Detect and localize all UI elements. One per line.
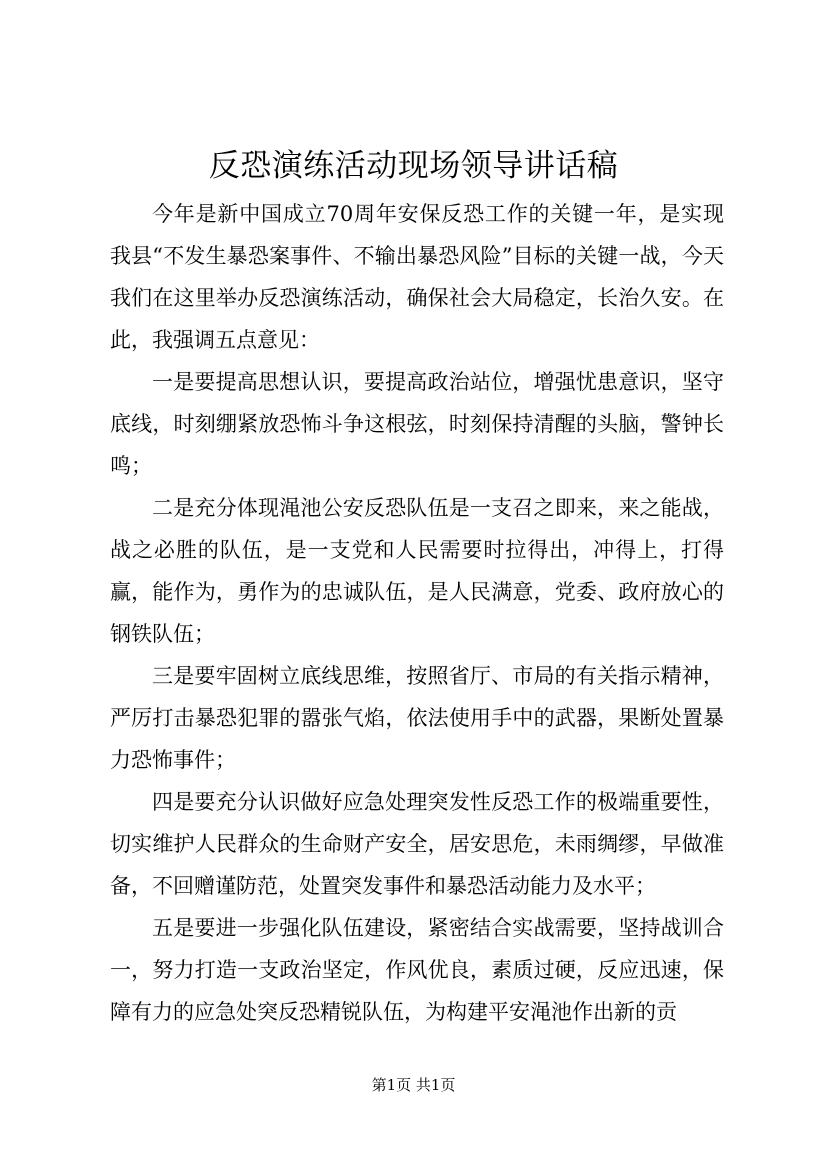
- paragraph-intro: 今年是新中国成立70周年安保反恐工作的关键一年，是实现我县“不发生暴恐案事件、不输出暴恐风险”目标的关键一战，今天我们在这里举办反恐演练活动，确保社会大局稳定，长治久安。在此，我强调五点意见：: [110, 202, 724, 352]
- paragraph-point-5: 五是要进一步强化队伍建设，紧密结合实战需要，坚持战训合一，努力打造一支政治坚定，作风优良，素质过硬，反应迅速，保障有力的应急处突反恐精锐队伍，为构建平安渑池作出新的贡: [110, 916, 724, 1024]
- paragraph-point-1: 一是要提高思想认识，要提高政治站位，增强忧患意识，坚守底线，时刻绷紧放恐怖斗争这根弦，时刻保持清醒的头脑，警钟长鸣；: [110, 370, 724, 478]
- document-body: [110, 193, 724, 1033]
- document-title: 反恐演练活动现场领导讲话稿: [208, 148, 619, 184]
- paragraph-point-3: 三是要牢固树立底线思维，按照省厅、市局的有关指示精神，严厉打击暴恐犯罪的嚣张气焰，依法使用手中的武器，果断处置暴力恐怖事件；: [110, 664, 724, 772]
- paragraph-point-4: 四是要充分认识做好应急处理突发性反恐工作的极端重要性，切实维护人民群众的生命财产安全，居安思危，未雨绸缪，早做准备，不回赠谨防范，处置突发事件和暴恐活动能力及水平；: [110, 790, 724, 898]
- paragraph-point-2: 二是充分体现渑池公安反恐队伍是一支召之即来，来之能战，战之必胜的队伍，是一支党和人民需要时拉得出，冲得上，打得赢，能作为，勇作为的忠诚队伍，是人民满意，党委、政府放心的钢铁队伍；: [110, 496, 724, 646]
- page-footer: 第1页 共1页: [371, 1076, 456, 1094]
